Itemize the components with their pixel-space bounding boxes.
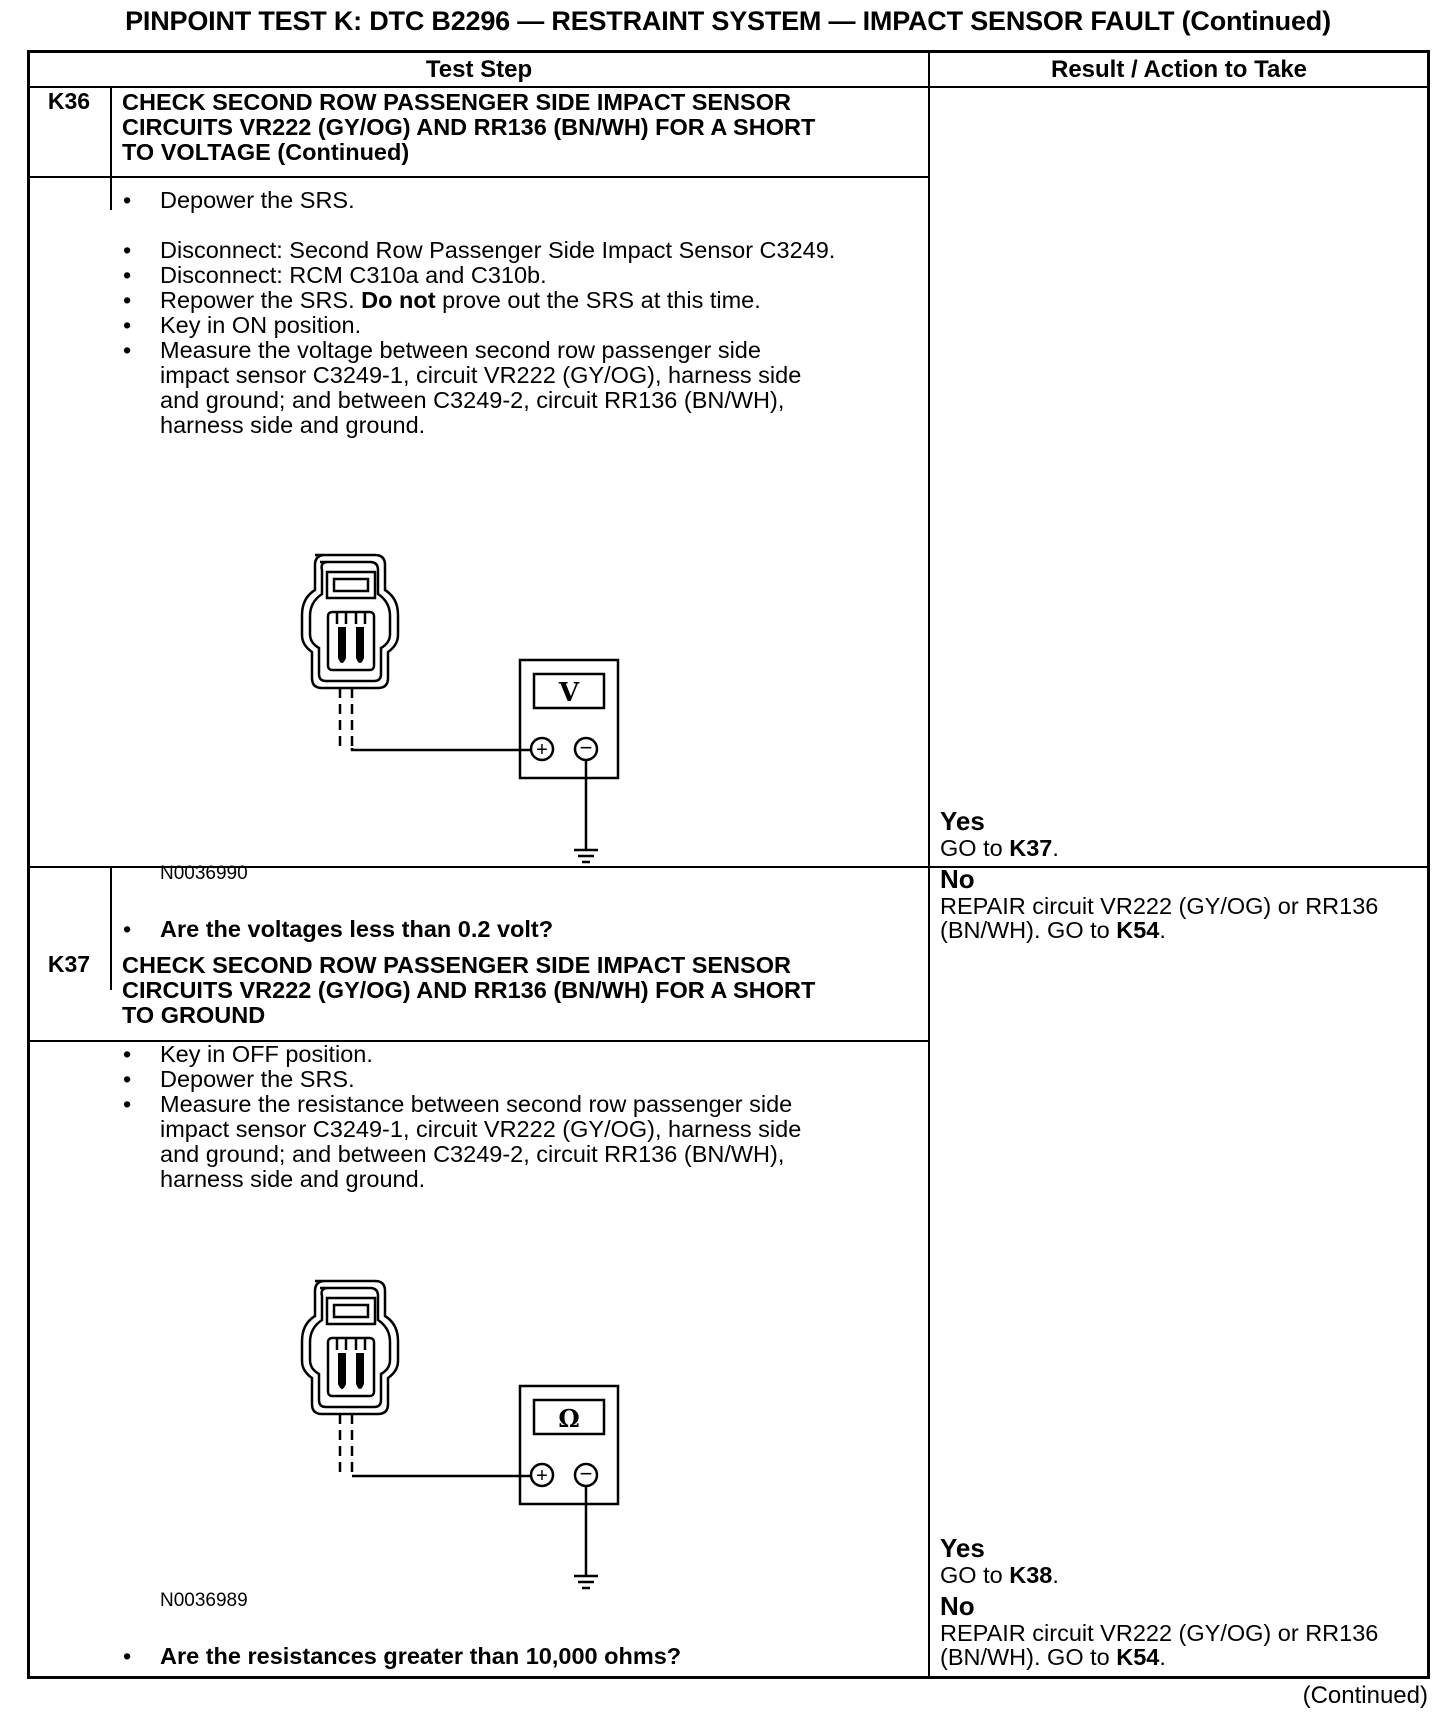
list-item: • Key in OFF position. xyxy=(120,1042,801,1067)
list-item: • Disconnect: RCM C310a and C310b. xyxy=(120,263,835,288)
list-item: • Depower the SRS. xyxy=(120,1067,801,1092)
list-item: • Key in ON position. xyxy=(120,313,835,338)
yes-label: Yes xyxy=(940,1533,985,1563)
continued-note: (Continued) xyxy=(1302,1682,1428,1709)
k37-id-divider xyxy=(110,866,112,990)
no-action: REPAIR circuit VR222 (GY/OG) or RR136 (BN/WH). GO to K54. xyxy=(940,1620,1379,1670)
step-title-k37: CHECK SECOND ROW PASSENGER SIDE IMPACT SENSOR CIRCUITS VR222 (GY/OG) AND RR136 (BN/WH) FOR A SHORT TO GROUND xyxy=(122,952,816,1028)
k36-instructions xyxy=(120,188,835,438)
figure-id-k37: N0036989 xyxy=(160,1590,248,1611)
result-k37 xyxy=(940,1533,1420,1669)
yes-action: GO to K38. xyxy=(940,1562,1059,1588)
resistance-test-diagram xyxy=(290,1276,640,1596)
connector-icon xyxy=(302,1281,398,1414)
step-id-k36: K36 xyxy=(47,88,91,114)
meter-symbol: V xyxy=(558,678,580,708)
list-item: • Depower the SRS. xyxy=(120,188,835,213)
ground-icon xyxy=(574,1576,598,1588)
question-k37: • Are the resistances greater than 10,000 ohms? xyxy=(160,1644,681,1669)
connector-icon xyxy=(302,555,398,688)
page-title: PINPOINT TEST K: DTC B2296 — RESTRAINT SYSTEM — IMPACT SENSOR FAULT (Continued) xyxy=(125,6,1331,36)
list-item: • Disconnect: Second Row Passenger Side Impact Sensor C3249. xyxy=(120,238,835,263)
question-k36: • Are the voltages less than 0.2 volt? xyxy=(160,917,553,942)
voltage-test-diagram xyxy=(290,550,640,870)
header-result: Result / Action to Take xyxy=(1050,56,1308,83)
figure-id-k36: N0036990 xyxy=(160,863,248,884)
list-item: • Measure the resistance between second row passenger side impact sensor C3249-1, circuit VR222 (GY/OG), harness side and ground; and between C3249-2, circuit RR136 (BN/WH), harness side and ground. xyxy=(120,1092,801,1192)
ground-icon xyxy=(574,850,598,862)
list-item: • Repower the SRS. Do not prove out the SRS at this time. xyxy=(120,288,835,313)
result-k36 xyxy=(940,806,1420,942)
no-action: REPAIR circuit VR222 (GY/OG) or RR136 (BN/WH). GO to K54. xyxy=(940,893,1379,943)
header-divider xyxy=(30,86,1430,88)
k37-instructions xyxy=(120,1042,801,1192)
header-test-step: Test Step xyxy=(425,56,533,83)
step-title-k36: CHECK SECOND ROW PASSENGER SIDE IMPACT SENSOR CIRCUITS VR222 (GY/OG) AND RR136 (BN/WH) FOR A SHORT TO VOLTAGE (Continued) xyxy=(122,89,816,165)
yes-action: GO to K37. xyxy=(940,835,1059,861)
svg-text:+: + xyxy=(536,1465,548,1487)
meter-symbol: Ω xyxy=(558,1404,580,1433)
svg-text:+: + xyxy=(536,739,548,761)
svg-text:−: − xyxy=(579,1461,593,1486)
k36-title-divider xyxy=(30,176,928,178)
k36-id-divider xyxy=(110,86,112,210)
step-id-k37: K37 xyxy=(47,951,91,977)
svg-text:−: − xyxy=(579,735,593,760)
no-label: No xyxy=(940,864,975,894)
yes-label: Yes xyxy=(940,806,985,836)
no-label: No xyxy=(940,1591,975,1621)
list-item: • Measure the voltage between second row passenger side impact sensor C3249-1, circuit VR222 (GY/OG), harness side and ground; and between C3249-2, circuit RR136 (BN/WH), harness side and ground. xyxy=(120,338,835,438)
